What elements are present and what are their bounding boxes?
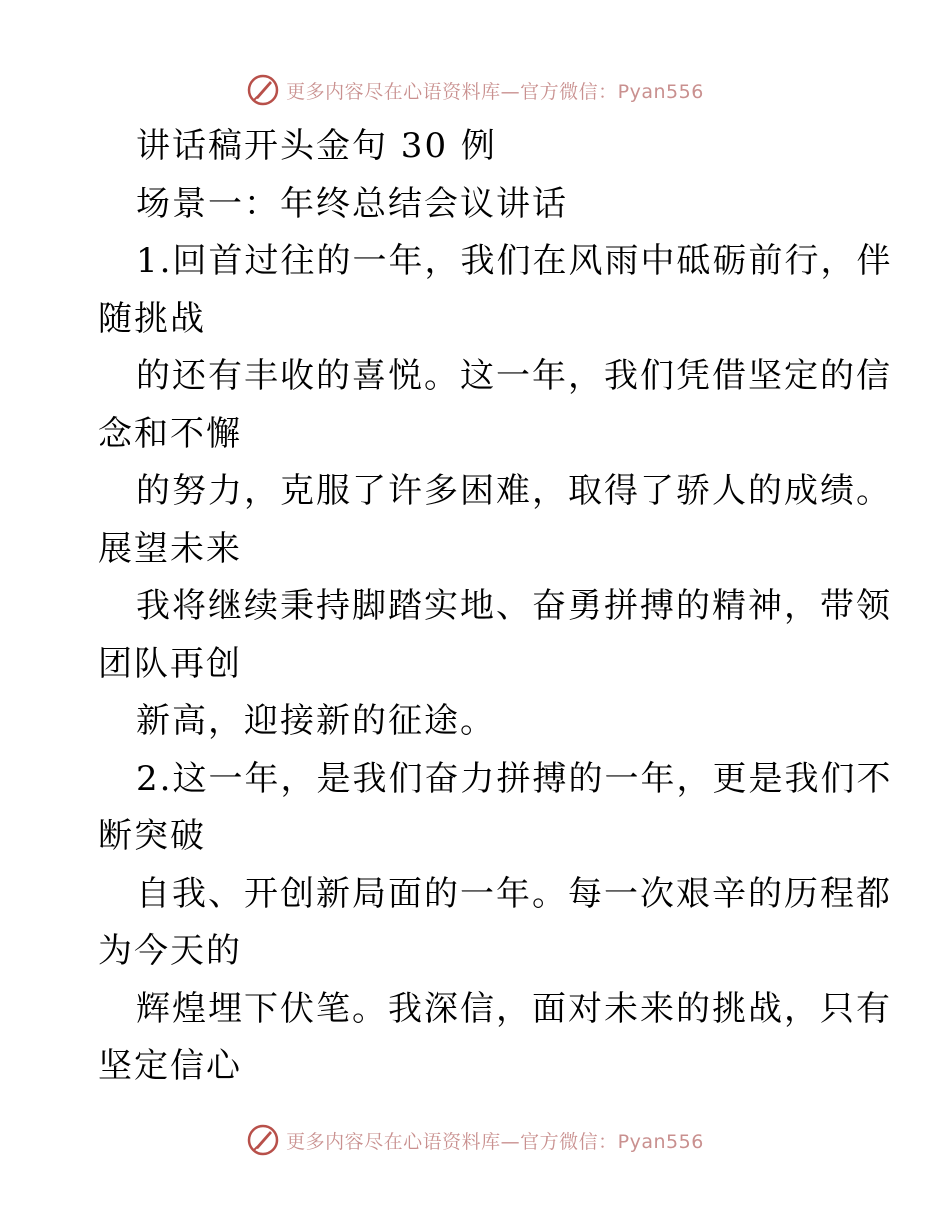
- quill-pen-seal-icon: [246, 73, 280, 107]
- text-line: 念和不懈: [98, 413, 242, 454]
- quill-pen-seal-icon: [246, 1123, 280, 1157]
- text-line: 新高，迎接新的征途。: [136, 701, 496, 741]
- header-banner-text: 更多内容尽在心语资料库—官方微信：Pyan556: [286, 80, 704, 103]
- text-line: 团队再创: [98, 643, 242, 684]
- text-line: 的努力，克服了许多困难，取得了骄人的成绩。: [136, 471, 892, 511]
- footer-banner: [0, 1120, 950, 1160]
- footer-banner-text: 更多内容尽在心语资料库—官方微信：Pyan556: [286, 1130, 704, 1153]
- text-line: 场景一：年终总结会议讲话: [136, 183, 568, 224]
- text-line: 为今天的: [98, 931, 242, 971]
- text-line: 断突破: [98, 816, 206, 856]
- text-line: 辉煌埋下伏笔。我深信，面对未来的挑战，只有: [136, 988, 892, 1029]
- text-line: 展望未来: [98, 528, 242, 569]
- document-body: [98, 118, 893, 1096]
- header-banner: [0, 70, 950, 110]
- text-line: 1.回首过往的一年，我们在风雨中砥砺前行，伴: [136, 241, 893, 281]
- text-line: 自我、开创新局面的一年。每一次艰辛的历程都: [136, 873, 892, 914]
- text-line: 随挑战: [98, 298, 206, 339]
- text-line: 坚定信心: [98, 1046, 242, 1086]
- text-line: 2.这一年，是我们奋力拼搏的一年，更是我们不: [136, 758, 893, 799]
- text-line: 讲话稿开头金句 30 例: [136, 126, 497, 166]
- text-line: 的还有丰收的喜悦。这一年，我们凭借坚定的信: [136, 356, 892, 396]
- text-line: 我将继续秉持脚踏实地、奋勇拼搏的精神，带领: [136, 586, 892, 626]
